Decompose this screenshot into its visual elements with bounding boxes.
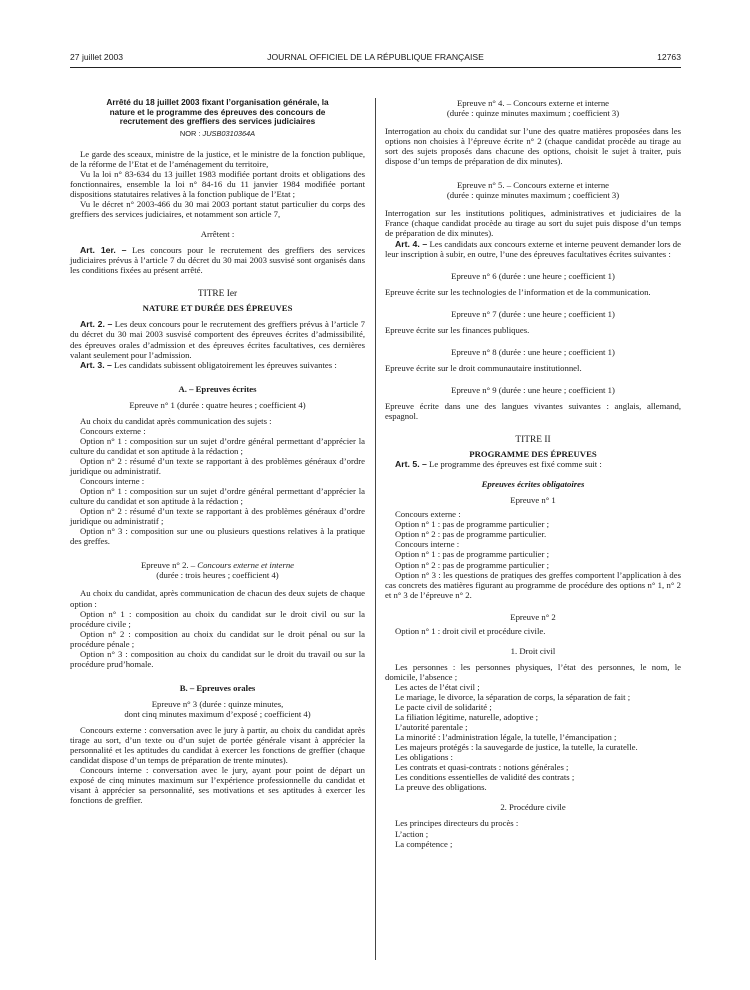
header-rule — [70, 67, 681, 68]
epreuve-6-text: Epreuve écrite sur les technologies de l’information et de la communication. — [385, 286, 651, 297]
section-b-heading: B. – Epreuves orales — [179, 682, 256, 693]
titre-1-subheading: NATURE ET DURÉE DES ÉPREUVES — [142, 303, 293, 314]
epreuve-8-text: Epreuve écrite sur le droit communautaire institutionnel. — [385, 362, 582, 373]
epreuve-9-heading: Epreuve n° 9 (durée : une heure ; coefficient 1) — [451, 384, 615, 395]
epreuve-2-heading — [70, 560, 365, 570]
droit-civil-item-6: L’autorité parentale ; — [395, 722, 468, 733]
article-2 — [70, 319, 365, 359]
nor-reference — [70, 129, 365, 139]
article-1-text: Les concours pour le recrutement des greffiers des services judiciaires prévus à l’article 7 du décret du 30 mai 2003 susvisé sont organisés dans les conditions fixées au présent arrêté. — [70, 245, 365, 276]
interne-option-3: Option n° 3 : composition sur une ou plusieurs questions relatives à la pratique des greffes. — [70, 526, 365, 547]
concours-interne-label: Concours interne : — [80, 476, 145, 487]
externe-option-1: Option n° 1 : composition sur un sujet d’ordre général permettant d’apprécier la culture du candidat et son aptitude à la rédaction ; — [70, 435, 365, 456]
paragraph-garde-des-sceaux: Le garde des sceaux, ministre de la justice, et le ministre de la fonction publique, de la réforme de l’Etat et de l’aménagement du territoire, — [70, 148, 365, 169]
nor-label: NOR : — [179, 128, 201, 138]
titre-2-subheading: PROGRAMME DES ÉPREUVES — [469, 449, 597, 460]
programme-epreuve-2-heading: Epreuve n° 2 — [510, 611, 556, 622]
epreuves-ecrites-obligatoires-heading: Epreuves écrites obligatoires — [481, 479, 585, 490]
header-journal-title: JOURNAL OFFICIEL DE LA RÉPUBLIQUE FRANÇAISE — [267, 52, 484, 62]
procedure-civile-item-2: L’action ; — [395, 828, 429, 839]
interne-option-2: Option n° 2 : résumé d’un texte se rapportant à des problèmes généraux d’ordre juridique ou administratif ; — [70, 506, 365, 527]
left-column — [70, 98, 365, 805]
paragraph-vu-decret: Vu le décret n° 2003-466 du 30 mai 2003 portant statut particulier du corps des greffiers des services judiciaires, et notamment son article 7, — [70, 199, 365, 220]
procedure-civile-item-3: La compétence ; — [395, 838, 453, 849]
article-4 — [385, 239, 681, 259]
titre-1-heading: TITRE Ier — [197, 289, 238, 300]
concours-externe-label: Concours externe : — [80, 425, 146, 436]
epreuve-1-heading: Epreuve n° 1 (durée : quatre heures ; coefficient 4) — [129, 399, 306, 410]
programme-externe-label: Concours externe : — [395, 509, 461, 520]
programme-interne-option-1: Option n° 1 : pas de programme particulier ; — [395, 549, 550, 560]
droit-civil-item-8: Les majeurs protégés : la sauvegarde de justice, la tutelle, la curatelle. — [395, 742, 638, 753]
article-4-text: Les candidats aux concours externe et interne peuvent demander lors de leur inscription à subir, en outre, l’une des épreuves facultatives écrites suivantes : — [385, 238, 682, 259]
article-3-text: Les candidats subissent obligatoirement les épreuves suivantes : — [114, 359, 337, 370]
programme-interne-option-3: Option n° 3 : les questions de pratiques des greffes comportent l’application à des cas concrets des matières figurant au programme de procédure des options n° 1, n° 2 et n° 3 de l’épreuve n° 2. — [385, 569, 681, 600]
epreuve-8-heading: Epreuve n° 8 (durée : une heure ; coefficient 1) — [451, 346, 615, 357]
externe-option-2: Option n° 2 : résumé d’un texte se rapportant à des problèmes généraux d’ordre juridique ou administratif. — [70, 455, 365, 476]
epreuve-3-externe: Concours externe : conversation avec le jury à partir, au choix du candidat après tirage au sort, d’un texte ou d’un sujet de portée générale visant à apprécier la personnalité et les aptitudes du candidat à exercer les fonctions de greffier (chaque candidat dispose d’un temps de préparation de trente minutes). — [70, 724, 365, 766]
programme-externe-option-2: Option n° 2 : pas de programme particulier. — [395, 529, 547, 540]
programme-interne-option-2: Option n° 2 : pas de programme particulier ; — [395, 559, 550, 570]
droit-civil-heading: 1. Droit civil — [510, 645, 556, 656]
article-2-label: Art. 2. – — [80, 319, 113, 330]
epreuve-5-heading-line-1: Epreuve n° 5. – Concours externe et interne — [456, 180, 610, 191]
droit-civil-item-7: La minorité : l’administration légale, la tutelle, l’émancipation ; — [395, 732, 617, 743]
procedure-civile-item-1: Les principes directeurs du procès : — [395, 818, 519, 829]
epreuve-3-interne: Concours interne : conversation avec le jury, ayant pour point de départ un exposé de cinq minutes maximum sur l’expérience professionnelle du candidat et visant à apprécier sa personnalité, ses motivations et ses aptitudes à exercer les fonctions de greffier. — [70, 765, 365, 806]
epreuve-2-option-3: Option n° 3 : composition au choix du candidat sur le droit du travail ou sur la procédure prud’homale. — [70, 648, 365, 669]
epreuve-7-text: Epreuve écrite sur les finances publiques. — [385, 324, 530, 335]
droit-civil-item-1: Les personnes : les personnes physiques, l’état des personnes, le nom, le domicile, l’absence ; — [385, 661, 681, 682]
decree-title-line-3: recrutement des greffiers des services judiciaires — [119, 116, 316, 127]
programme-epreuve-1-heading: Epreuve n° 1 — [510, 495, 556, 506]
column-divider — [375, 98, 376, 960]
epreuve-2-duration: (durée : trois heures ; coefficient 4) — [156, 570, 279, 581]
decree-title-line-1: Arrêté du 18 juillet 2003 fixant l’organisation générale, la — [106, 97, 329, 107]
epreuve-7-heading: Epreuve n° 7 (durée : une heure ; coefficient 1) — [451, 308, 615, 319]
epreuve-4-heading-line-1: Epreuve n° 4. – Concours externe et interne — [456, 98, 610, 108]
droit-civil-item-5: La filiation légitime, naturelle, adoptive ; — [395, 712, 539, 723]
droit-civil-item-10: Les contrats et quasi-contrats : notions générales ; — [395, 762, 569, 773]
titre-2-heading: TITRE II — [515, 435, 551, 446]
epreuve-2-choix: Au choix du candidat, après communication de chacun des deux sujets de chaque option : — [70, 588, 365, 609]
epreuve-1-choix: Au choix du candidat après communication des sujets : — [80, 415, 272, 426]
droit-civil-item-11: Les conditions essentielles de validité des contrats ; — [395, 772, 575, 783]
epreuve-4-text: Interrogation au choix du candidat sur l’une des quatre matières proposées dans les options non choisies à l’épreuve écrite n° 2 (chaque candidat procède au tirage au sort des sujets proposés dans chacune des options, choisit le sujet à traiter, puis dispose d’un temps de préparation de dix minutes). — [385, 126, 681, 167]
arretent-label: Arrêtent : — [200, 229, 235, 240]
droit-civil-item-12: La preuve des obligations. — [395, 782, 487, 793]
epreuve-2-option-1: Option n° 1 : composition au choix du candidat sur le droit civil ou sur la procédure civile ; — [70, 608, 365, 629]
article-5 — [385, 459, 681, 469]
droit-civil-item-9: Les obligations : — [395, 752, 453, 763]
running-header — [70, 52, 681, 66]
epreuve-2-number: Epreuve n° 2. – — [140, 560, 196, 571]
epreuve-6-heading: Epreuve n° 6 (durée : une heure ; coefficient 1) — [451, 270, 615, 281]
article-4-label: Art. 4. – — [395, 238, 428, 249]
article-3-label: Art. 3. – — [80, 359, 112, 370]
epreuve-9-text: Epreuve écrite dans une des langues vivantes suivantes : anglais, allemand, espagnol. — [385, 400, 681, 421]
article-5-label: Art. 5. – — [395, 459, 427, 470]
section-a-heading: A. – Epreuves écrites — [178, 383, 257, 394]
epreuve-5-text: Interrogation sur les institutions politiques, administratives et judiciaires de la France (chaque candidat procède au tirage au sort du sujet puis dispose d’un temps de préparation de dix minutes). — [385, 208, 681, 239]
header-page-number: 12763 — [657, 52, 681, 62]
article-5-text: Le programme des épreuves est fixé comme suit : — [429, 459, 602, 470]
epreuve-3-heading-line-1: Epreuve n° 3 (durée : quinze minutes, — [151, 698, 284, 709]
programme-epreuve-2-option-1: Option n° 1 : droit civil et procédure civile. — [395, 625, 546, 636]
droit-civil-item-3: Le mariage, le divorce, la séparation de corps, la séparation de fait ; — [395, 691, 631, 702]
nor-code: JUSB0310364A — [202, 128, 256, 138]
epreuve-2-concours: Concours externe et interne — [197, 560, 295, 571]
procedure-civile-heading: 2. Procédure civile — [500, 802, 566, 813]
programme-externe-option-1: Option n° 1 : pas de programme particulier ; — [395, 519, 550, 530]
paragraph-vu-loi: Vu la loi n° 83-634 du 13 juillet 1983 modifiée portant droits et obligations des fonctionnaires, ensemble la loi n° 84-16 du 11 janvier 1984 modifiée portant dispositions statutaires relatives à la fonction publique de l’Etat ; — [70, 168, 365, 200]
article-1-label: Art. 1er. – — [80, 245, 127, 256]
droit-civil-item-4: Le pacte civil de solidarité ; — [395, 702, 492, 713]
article-1 — [70, 245, 365, 275]
decree-title-line-2: nature et le programme des épreuves des concours de — [109, 106, 326, 117]
header-date: 27 juillet 2003 — [70, 52, 124, 62]
epreuve-4-heading-line-2: (durée : quinze minutes maximum ; coefficient 3) — [446, 108, 620, 119]
epreuve-3-heading-line-2: dont cinq minutes maximum d’exposé ; coefficient 4) — [124, 708, 311, 719]
interne-option-1: Option n° 1 : composition sur un sujet d’ordre général permettant d’apprécier la culture du candidat et son aptitude à la rédaction ; — [70, 486, 365, 507]
epreuve-5-heading-line-2: (durée : quinze minutes maximum ; coefficient 3) — [446, 190, 620, 201]
droit-civil-item-2: Les actes de l’état civil ; — [395, 681, 480, 692]
programme-interne-label: Concours interne : — [395, 539, 460, 550]
article-3 — [70, 360, 365, 370]
epreuve-2-option-2: Option n° 2 : composition au choix du candidat sur le droit pénal ou sur la procédure pénale ; — [70, 628, 365, 649]
article-2-text: Les deux concours pour le recrutement des greffiers prévus à l’article 7 du décret du 30 mai 2003 susvisé comportent des épreuves écrites d’admissibilité, des épreuves orales d’admission et des épreuves écrites facultatives, ces dernières valant seulement pour l’admission. — [70, 319, 366, 360]
right-column — [385, 98, 681, 849]
